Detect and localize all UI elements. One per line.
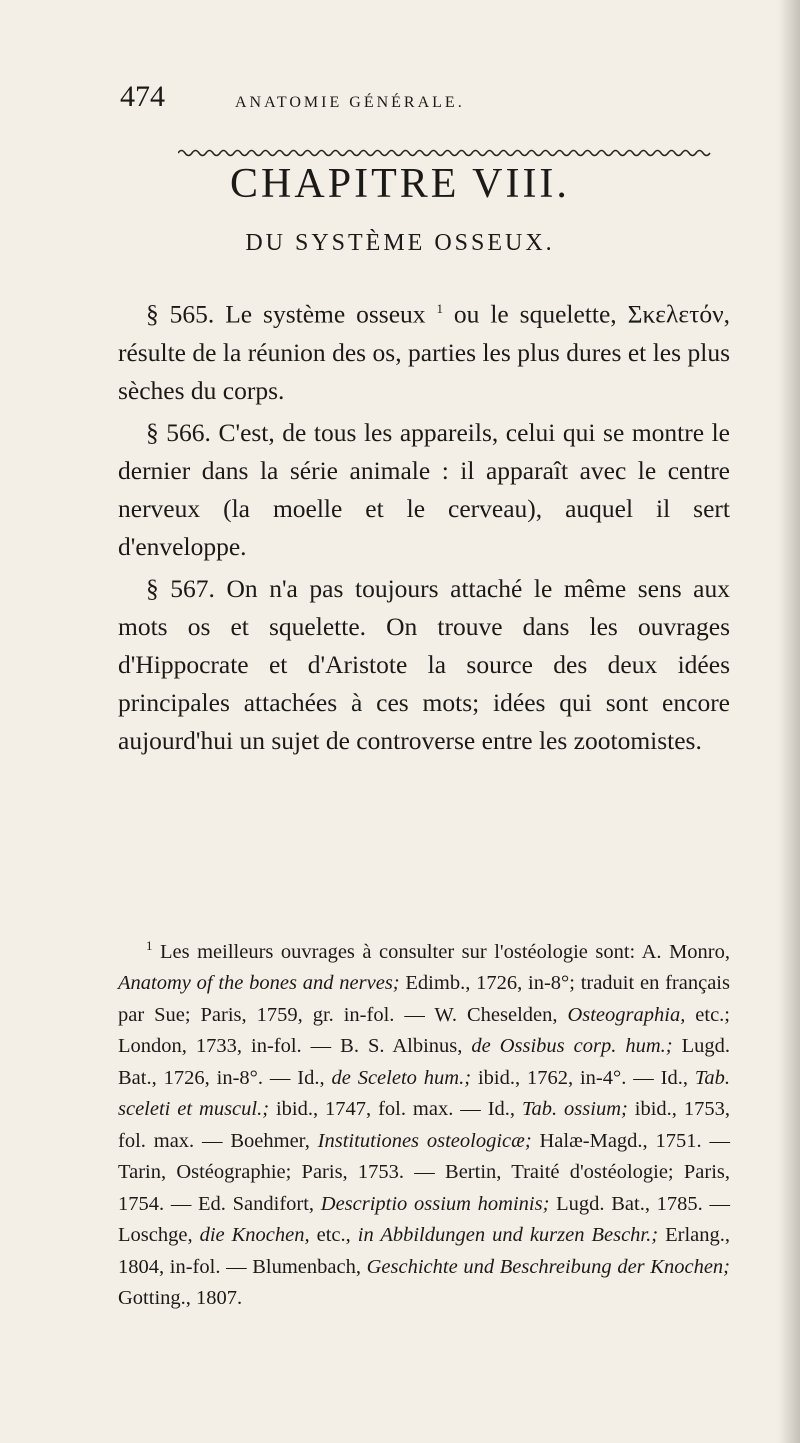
footnote-text: etc., (309, 1224, 358, 1247)
footnote-text: Halæ-Magd., 1751. — Tarin, Ostéographie; Paris, 1753. — Bertin, Traité d'ostéologie; Paris, 1754. — Ed. Sandifort, (118, 1129, 731, 1215)
footnote-title: de Ossibus corp. hum.; (471, 1035, 673, 1058)
footnote-text: ibid., 1753, fol. max. — Boehmer, (118, 1098, 730, 1152)
footnote-text: Lugd. Bat., 1785. — Loschge, (118, 1192, 730, 1247)
footnotes (118, 930, 730, 1315)
footnote-text: Les meilleurs ouvrages à consulter sur l'ostéologie sont: A. Monro, (152, 940, 730, 963)
chapter-title: CHAPITRE VIII. (230, 161, 570, 207)
footnote-text: Gotting., 1807. (118, 1287, 243, 1310)
footnote-title: Descriptio ossium hominis; (320, 1192, 550, 1215)
footnote (118, 930, 730, 1315)
page-edge-shadow (778, 0, 800, 1443)
footnote-title: Anatomy of the bones and nerves; (118, 972, 400, 995)
paragraph-text: § 567. On n'a pas toujours attaché le même sens aux mots os et squelette. On trouve dans les ouvrages d'Hippocrate et d'Aristote la source des deux idées principales attachées à ces mots; idées qui sont encore aujourd'hui un sujet de controverse entre les zootomistes. (118, 573, 730, 755)
chapter-subtitle: DU SYSTÈME OSSEUX. (245, 230, 555, 256)
footnote-title: Tab. sceleti et muscul.; (118, 1066, 730, 1121)
footnote-title: Tab. ossium; (521, 1098, 628, 1121)
footnote-text: Edimb., 1726, in-8°; traduit en français par Sue; Paris, 1759, gr. in-fol. — W. Cheselden, (118, 972, 730, 1026)
paragraph (118, 414, 730, 566)
page-header (120, 80, 740, 120)
footnote-text: ibid., 1747, fol. max. — Id., (269, 1098, 522, 1121)
paragraph-text: ou le squelette, Σκελετόν, résulte de la réunion des os, parties les plus dures et les plus sèches du corps. (118, 299, 730, 405)
paragraph-text: § 565. Le système osseux (146, 299, 437, 329)
footnote-title: Geschichte und Beschreibung der Knochen; (366, 1255, 730, 1278)
running-head: ANATOMIE GÉNÉRALE. (235, 94, 465, 111)
footnote-text: Lugd. Bat., 1726, in-8°. — Id., (118, 1035, 730, 1089)
paragraph (118, 290, 730, 410)
footnote-title: die Knochen, (199, 1224, 310, 1247)
footnote-title: Institutiones osteologicæ; (317, 1129, 532, 1152)
footnote-text: etc.; London, 1733, in-fol. — B. S. Albinus, (118, 1003, 730, 1058)
footnote-marker: 1 (146, 938, 153, 953)
paragraph-text: § 566. C'est, de tous les appareils, celui qui se montre le dernier dans la série animale : il apparaît avec le centre nerveux (la moelle et le cerveau), auquel il sert d'enveloppe. (118, 417, 730, 561)
footnote-title: Osteographia, (567, 1003, 686, 1026)
paragraph (118, 570, 730, 760)
footnote-title: de Sceleto hum.; (331, 1066, 472, 1089)
body-text (118, 290, 730, 764)
decorative-rule (178, 148, 713, 158)
footnote-text: ibid., 1762, in-4°. — Id., (471, 1066, 695, 1089)
footnote-title: in Abbildungen und kurzen Beschr.; (357, 1224, 659, 1247)
footnote-text: Erlang., 1804, in-fol. — Blumenbach, (118, 1224, 730, 1278)
page-number: 474 (120, 80, 165, 113)
footnote-reference: 1 (436, 301, 443, 316)
